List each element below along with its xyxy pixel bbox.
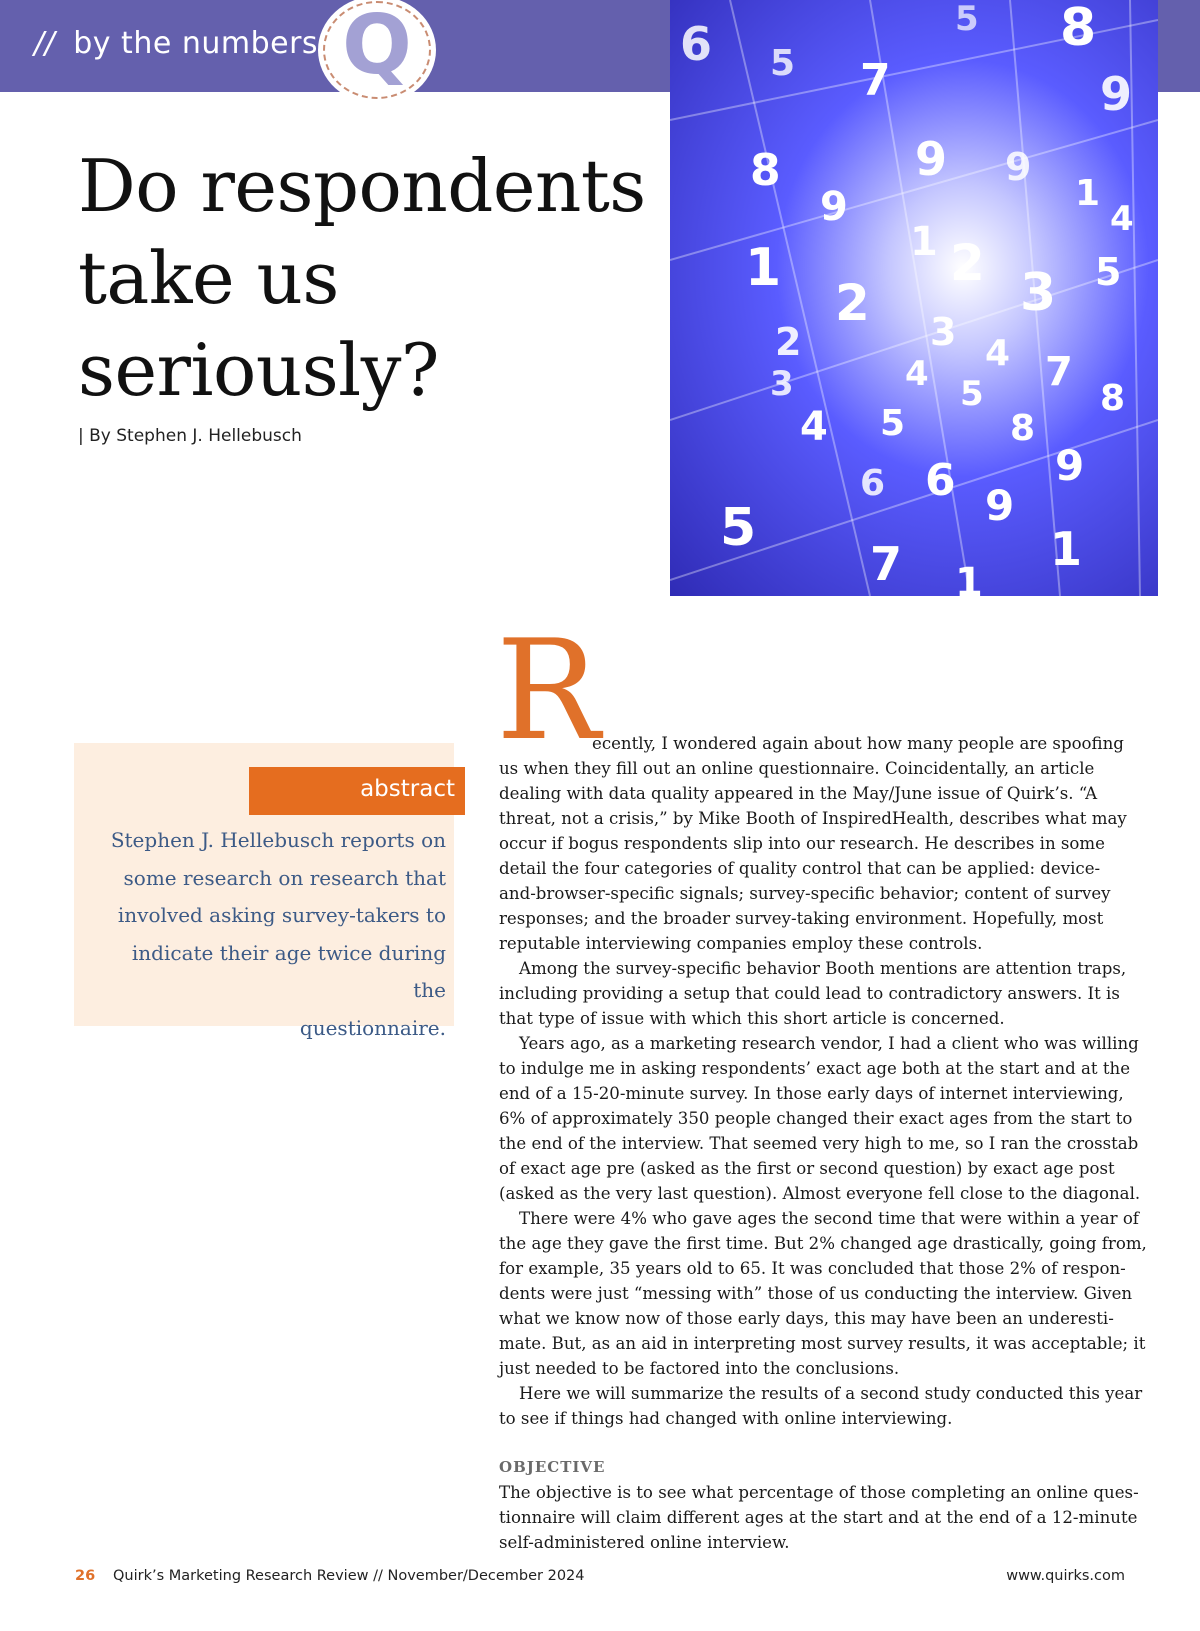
svg-text:1: 1	[955, 560, 983, 596]
body-line: Among the survey-specific behavior Booth mentions are attention traps,	[519, 959, 1127, 978]
abstract-label: abstract	[249, 767, 465, 815]
objective-line: tionnaire will claim different ages at the start and at the end of a 12-minute	[499, 1508, 1138, 1527]
article-title	[78, 140, 658, 416]
svg-text:8: 8	[750, 145, 781, 196]
body-line: threat, not a crisis,” by Mike Booth of InspiredHealth, describes what may	[499, 809, 1127, 828]
body-line: for example, 35 years old to 65. It was concluded that those 2% of respon-	[499, 1259, 1126, 1278]
svg-text:4: 4	[985, 333, 1011, 374]
svg-text:9: 9	[985, 481, 1015, 530]
svg-text:5: 5	[770, 43, 796, 84]
svg-text:2: 2	[775, 320, 802, 364]
body-line: to see if things had changed with online interviewing.	[499, 1409, 953, 1428]
abstract-line: indicate their age twice during the	[131, 940, 446, 1002]
body-line: mate. But, as an aid in interpreting most survey results, it was acceptable; it	[499, 1334, 1146, 1353]
svg-text:3: 3	[930, 310, 957, 354]
body-line: to indulge me in asking respondents’ exact age both at the start and at the	[499, 1059, 1131, 1078]
body-line: reputable interviewing companies employ these controls.	[499, 934, 983, 953]
website-link[interactable]: www.quirks.com	[1006, 1568, 1125, 1584]
abstract-line: questionnaire.	[299, 1015, 446, 1040]
svg-text:3: 3	[1020, 263, 1057, 323]
svg-text:9: 9	[1005, 145, 1032, 189]
svg-text:7: 7	[870, 537, 903, 591]
svg-text:7: 7	[1045, 349, 1073, 395]
article-body	[499, 731, 1147, 1555]
svg-text:6: 6	[925, 455, 956, 506]
title-line: Do respondents	[78, 144, 646, 228]
svg-text:4: 4	[1110, 199, 1134, 239]
body-line: occur if bogus respondents slip into our research. He describes in some	[499, 834, 1105, 853]
svg-text:1: 1	[910, 219, 938, 265]
body-line: There were 4% who gave ages the second time that were within a year of	[519, 1209, 1139, 1228]
byline: | By Stephen J. Hellebusch	[78, 426, 302, 446]
svg-text:1: 1	[745, 238, 782, 298]
svg-text:9: 9	[915, 132, 948, 186]
svg-text:9: 9	[1100, 67, 1133, 121]
svg-text:3: 3	[770, 364, 794, 404]
svg-text:4: 4	[800, 404, 828, 450]
svg-text:2: 2	[950, 234, 985, 292]
drop-cap: R	[496, 610, 600, 771]
objective-line: self-administered online interview.	[499, 1533, 790, 1552]
body-line: detail the four categories of quality control that can be applied: device-	[499, 859, 1101, 878]
title-line: seriously?	[78, 328, 439, 412]
objective-line: The objective is to see what percentage of those completing an online ques-	[499, 1483, 1139, 1502]
body-line: and-browser-specific signals; survey-specific behavior; content of survey	[499, 884, 1111, 903]
svg-text:8: 8	[1010, 408, 1036, 449]
body-line: ecently, I wondered again about how many people are spoofing	[592, 734, 1124, 753]
publication-info: Quirk’s Marketing Research Review // November/December 2024	[113, 1568, 585, 1584]
abstract-line: involved asking survey-takers to	[117, 903, 446, 927]
svg-text:2: 2	[835, 274, 870, 332]
page-number: 26	[75, 1568, 96, 1584]
section-slashes: //	[34, 26, 56, 61]
body-line: Here we will summarize the results of a second study conducted this year	[519, 1384, 1143, 1403]
objective-heading: OBJECTIVE	[499, 1458, 606, 1476]
svg-text:9: 9	[820, 184, 848, 230]
svg-text:6: 6	[860, 463, 886, 504]
body-lines	[499, 731, 1147, 1431]
abstract-text	[94, 822, 446, 1047]
body-line: that type of issue with which this short article is concerned.	[499, 1009, 1005, 1028]
body-line: the age they gave the first time. But 2% changed age drastically, going from,	[499, 1234, 1147, 1253]
body-line: end of a 15-20-minute survey. In those early days of internet interviewing,	[499, 1084, 1124, 1103]
svg-text:1: 1	[1075, 173, 1101, 214]
svg-text:6: 6	[680, 17, 713, 71]
svg-text:5: 5	[720, 498, 757, 558]
abstract-line: some research on research that	[123, 865, 446, 890]
badge-letter: Q	[342, 0, 412, 93]
svg-text:5: 5	[960, 374, 984, 414]
body-line: Years ago, as a marketing research vendor, I had a client who was willing	[519, 1034, 1139, 1053]
svg-text:5: 5	[880, 403, 906, 444]
body-line: of exact age pre (asked as the first or second question) by exact age post	[499, 1159, 1115, 1178]
svg-text:7: 7	[860, 55, 891, 106]
body-line: responses; and the broader survey-taking environment. Hopefully, most	[499, 909, 1104, 928]
hero-image	[670, 0, 1158, 596]
section-label	[34, 26, 318, 61]
body-line: what we know now of those early days, this may have been an underesti-	[499, 1309, 1114, 1328]
body-line: the end of the interview. That seemed very high to me, so I ran the crosstab	[499, 1134, 1139, 1153]
body-line: including providing a setup that could lead to contradictory answers. It is	[499, 984, 1120, 1003]
body-line: (asked as the very last question). Almost everyone fell close to the diagonal.	[499, 1184, 1141, 1203]
abstract-line: Stephen J. Hellebusch reports on	[110, 828, 446, 852]
svg-text:9: 9	[1055, 441, 1085, 490]
body-line: 6% of approximately 350 people changed their exact ages from the start to	[499, 1109, 1133, 1128]
section-title: by the numbers	[73, 26, 319, 61]
title-line: take us	[78, 236, 339, 320]
page-footer	[0, 1568, 1200, 1598]
svg-text:5: 5	[955, 0, 979, 39]
body-line: dents were just “messing with” those of us conducting the interview. Given	[499, 1284, 1133, 1303]
svg-text:8: 8	[1060, 0, 1097, 58]
body-line: us when they fill out an online questionnaire. Coincidentally, an article	[499, 759, 1095, 778]
body-line: dealing with data quality appeared in the May/June issue of Quirk’s. “A	[499, 784, 1098, 803]
svg-text:8: 8	[1100, 378, 1126, 419]
svg-text:5: 5	[1095, 250, 1122, 294]
svg-text:4: 4	[905, 354, 929, 394]
number-cubes-illustration	[670, 0, 1158, 596]
body-line: just needed to be factored into the conclusions.	[499, 1359, 900, 1378]
svg-text:1: 1	[1050, 522, 1083, 576]
quirks-q-logo	[318, 0, 436, 104]
